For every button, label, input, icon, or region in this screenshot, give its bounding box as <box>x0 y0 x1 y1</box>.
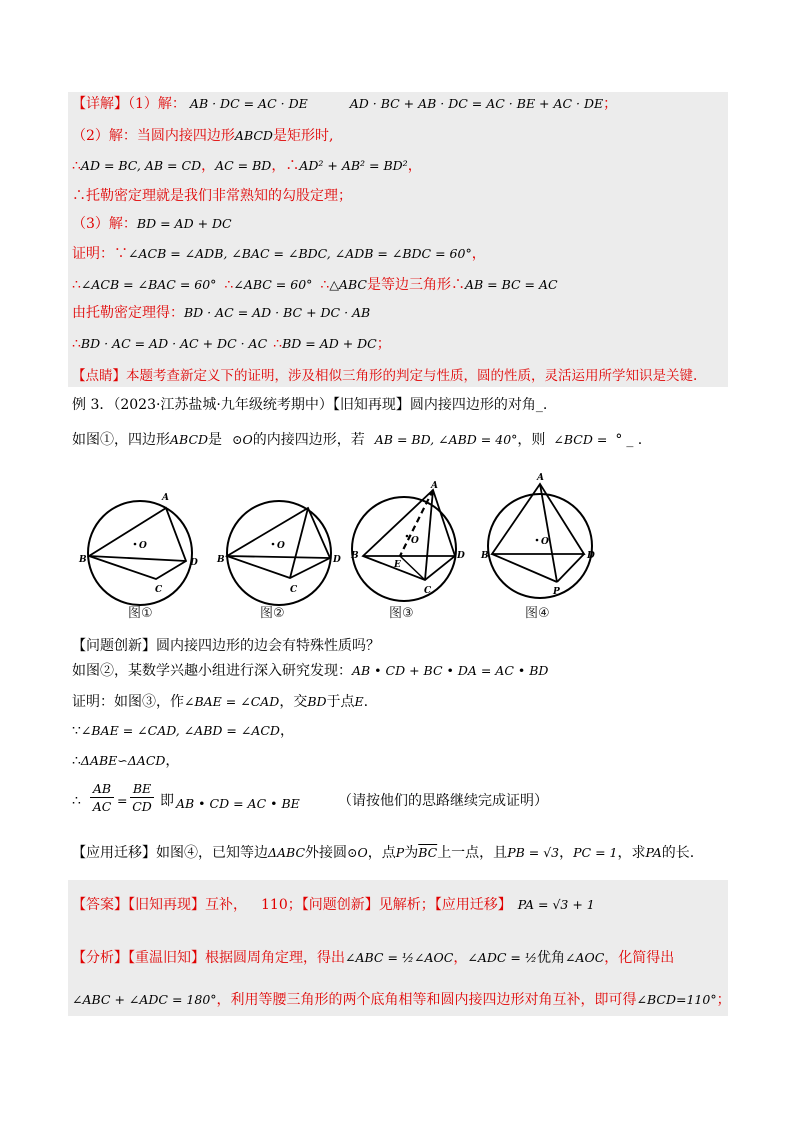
example-question-1: 如图①，四边形ABCD是 ⊙O的内接四边形，若 AB = BD, ∠ABD = 40°，则 ∠BCD = ° _ . <box>72 432 643 448</box>
figure-2-caption: 图② <box>260 606 285 621</box>
fig1-center-o: O <box>139 541 147 551</box>
analysis-line-2: ∠ABC + ∠ADC = 180°，利用等腰三角形的两个底角相等和圆内接四边形对角互补，即可得∠BCD=110°； <box>72 992 731 1008</box>
fig3-point-d: D <box>457 551 465 561</box>
geometry-figures <box>0 470 800 620</box>
solution-line-7: ∴∠ACB = ∠BAC = 60° ∴∠ABC = 60° ∴△ABC是等边三角形∴AB = BC = AC <box>72 277 558 293</box>
figure-1 <box>88 501 192 605</box>
solution-line-8: 由托勒密定理得：BD · AC = AD · BC + DC · AB <box>72 305 371 321</box>
fig2-point-d: D <box>333 555 341 565</box>
figure-4 <box>488 484 592 598</box>
fig2-point-b: B <box>217 555 225 565</box>
fig3-point-a: A <box>431 481 438 491</box>
answer-line: 【答案】【旧知再现】互补， 110；【问题创新】见解析；【应用迁移】 PA = √3 + 1 <box>72 897 595 913</box>
figure-4-caption: 图④ <box>525 606 550 621</box>
fraction-ab-ac: AB AC <box>90 780 114 815</box>
fig3-center-o: O <box>411 536 419 546</box>
proof-line-2: ∵∠BAE = ∠CAD, ∠ABD = ∠ACD， <box>72 723 294 739</box>
solution-line-5: （3）解：BD = AD + DC <box>72 216 232 232</box>
proof-line-3: ∴ΔABE∽ΔACD， <box>72 753 180 769</box>
solution-line-2: （2）解：当圆内接四边形ABCD是矩形时, <box>72 128 334 144</box>
fig2-center-o: O <box>277 541 285 551</box>
figure-1-caption: 图① <box>128 606 153 621</box>
fig4-point-a: A <box>537 473 544 483</box>
application-line: 【应用迁移】如图④，已知等边ΔABC外接圆⊙O，点P为$\overline{BC}$上一点，且PB = √3，PC = 1，求PA的长. <box>72 845 695 861</box>
solution-line-9: ∴BD · AC = AD · AC + DC · AC ∴BD = AD + DC； <box>72 336 391 352</box>
fig2-point-c: C <box>290 585 298 595</box>
solution-line-6: 证明：∵∠ACB = ∠ADB, ∠BAC = ∠BDC, ∠ADB = ∠BDC = 60°， <box>72 246 486 262</box>
figure-2 <box>227 501 331 605</box>
fig1-point-a: A <box>162 493 169 503</box>
fig1-point-c: C <box>155 585 163 595</box>
fig3-point-c: C <box>424 586 432 596</box>
fig1-point-d: D <box>190 558 198 568</box>
discovery-line: 如图②，某数学兴趣小组进行深入研究发现：AB • CD + BC • DA = AC • BD <box>72 663 549 679</box>
solution-line-4: ∴托勒密定理就是我们非常熟知的勾股定理； <box>72 188 352 204</box>
figure-3 <box>352 490 456 601</box>
problem-innovation: 【问题创新】圆内接四边形的边会有特殊性质吗？ <box>72 638 380 654</box>
fig3-point-e: E <box>394 560 401 570</box>
fig3-point-b: B <box>351 551 359 561</box>
solution-line-3: ∴AD = BC, AB = CD，AC = BD，∴AD² + AB² = BD²， <box>72 158 422 174</box>
fig4-point-d: D <box>587 551 595 561</box>
fig4-center-o: O <box>541 537 549 547</box>
analysis-line-1: 【分析】【重温旧知】根据圆周角定理，得出∠ABC = ½∠AOC，∠ADC = ½优角∠AOC，化简得出 <box>72 950 675 966</box>
fraction-be-cd: BE CD <box>130 780 154 815</box>
figure-3-caption: 图③ <box>389 606 414 621</box>
solution-line-1: 【详解】（1）解： AB · DC = AC · DE AD · BC + AB · DC = AC · BE + AC · DE； <box>72 96 618 112</box>
solution-line-10: 【点睛】本题考查新定义下的证明，涉及相似三角形的判定与性质，圆的性质，灵活运用所学知识是关键. <box>72 368 698 384</box>
fig4-point-p: P <box>553 587 560 597</box>
proof-line-1: 证明：如图③，作∠BAE = ∠CAD，交BD于点E. <box>72 694 369 710</box>
example-title: 例 3．（2023·江苏盐城·九年级统考期中）【旧知再现】圆内接四边形的对角_. <box>72 397 548 413</box>
fig4-point-b: B <box>481 551 489 561</box>
fig1-point-b: B <box>79 555 87 565</box>
